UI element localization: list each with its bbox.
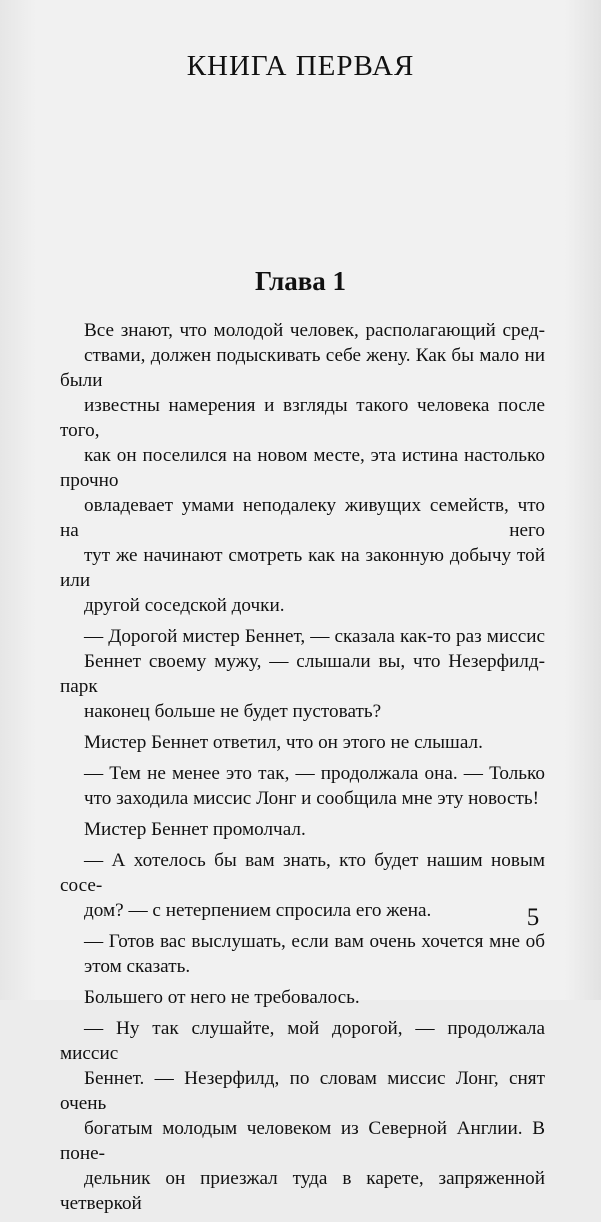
text-line: — Готов вас выслушать, если вам очень хочется мне об [84, 931, 545, 952]
text-line: что заходила миссис Лонг и сообщила мне эту новость! [84, 788, 540, 809]
text-line: овладевает умами неподалеку живущих семейств, что на него [60, 495, 545, 541]
paragraph [60, 817, 545, 842]
paragraph [60, 985, 545, 1010]
paragraph [60, 730, 545, 755]
text-line: богатым молодым человеком из Северной Англии. В поне- [60, 1118, 545, 1164]
book-title: КНИГА ПЕРВАЯ [186, 50, 415, 82]
text-line: как он поселился на новом месте, эта истина настолько прочно [60, 445, 545, 491]
text-line: другой соседской дочки. [84, 595, 285, 616]
text-line: Беннет. — Незерфилд, по словам миссис Лонг, снят очень [60, 1068, 545, 1114]
text-line: дом? — с нетерпением спросила его жена. [84, 900, 432, 921]
paragraph [60, 761, 545, 811]
text-line: Большего от него не требовалось. [84, 987, 360, 1008]
chapter-body [60, 318, 545, 1222]
text-line: тут же начинают смотреть как на законную добычу той или [60, 545, 545, 591]
chapter-title: Глава 1 [254, 266, 347, 296]
paragraph [60, 929, 545, 979]
paragraph [60, 848, 545, 923]
text-line: наконец больше не будет пустовать? [84, 701, 382, 722]
page-number: 5 [526, 904, 540, 931]
text-line: — Дорогой мистер Беннет, — сказала как-то раз миссис [84, 626, 545, 647]
text-line: Все знают, что молодой человек, располагающий сред- [84, 320, 545, 341]
text-line: — А хотелось бы вам знать, кто будет нашим новым сосе- [60, 850, 545, 896]
text-line: — Тем не менее это так, — продолжала она. — Только [84, 763, 545, 784]
text-line: ствами, должен подыскивать себе жену. Как бы мало ни были [60, 345, 545, 391]
paragraph [60, 318, 545, 618]
text-line: — Ну так слушайте, мой дорогой, — продолжала миссис [60, 1018, 545, 1064]
text-line: Мистер Беннет ответил, что он этого не слышал. [84, 732, 483, 753]
text-line: этом сказать. [84, 956, 191, 977]
paragraph [60, 1016, 545, 1216]
text-line: известны намерения и взгляды такого человека после того, [60, 395, 545, 441]
text-line: Беннет своему мужу, — слышали вы, что Незерфилд-парк [60, 651, 545, 697]
paragraph [60, 624, 545, 724]
text-line: Мистер Беннет промолчал. [84, 819, 306, 840]
text-line: дельник он приезжал туда в карете, запряженной четверкой [60, 1168, 545, 1214]
